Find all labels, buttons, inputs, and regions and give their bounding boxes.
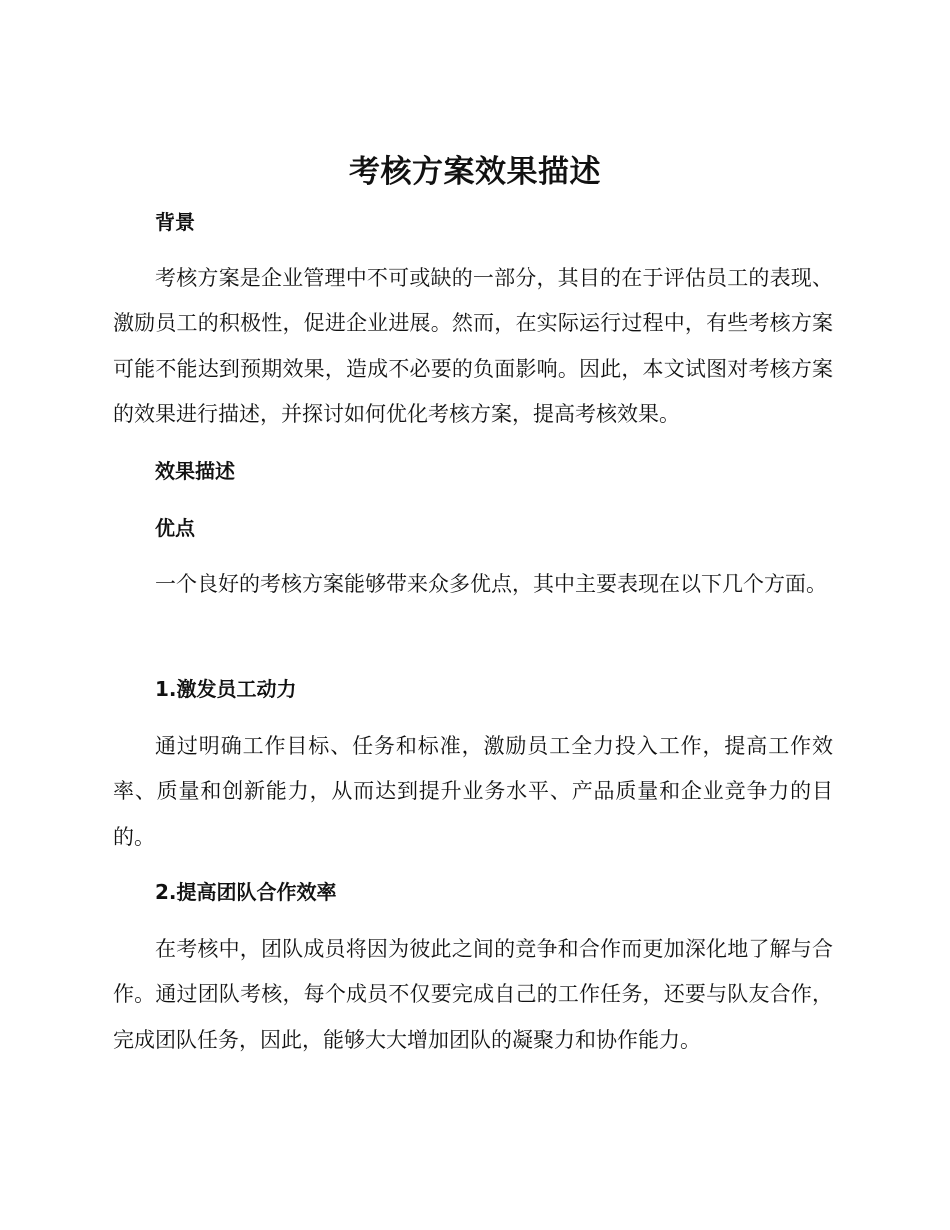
paragraph-team-efficiency: 在考核中，团队成员将因为彼此之间的竞争和合作而更加深化地了解与合作。通过团队考核，每个成员不仅要完成自己的工作任务，还要与队友合作，完成团队任务，因此，能够大大增加团队的凝聚力和协作能力。 xyxy=(113,937,833,1052)
paragraph-motivate-staff: 通过明确工作目标、任务和标准，激励员工全力投入工作，提高工作效率、质量和创新能力，从而达到提升业务水平、产品质量和企业竞争力的目的。 xyxy=(113,734,833,849)
section-heading-team-efficiency: 2.提高团队合作效率 xyxy=(155,880,337,904)
section-heading-background: 背景 xyxy=(155,210,195,234)
paragraph-background: 考核方案是企业管理中不可或缺的一部分，其目的在于评估员工的表现、激励员工的积极性，促进企业进展。然而，在实际运行过程中，有些考核方案可能不能达到预期效果，造成不必要的负面影响。因此，本文试图对考核方案的效果进行描述，并探讨如何优化考核方案，提高考核效果。 xyxy=(113,266,833,426)
section-heading-effect-description: 效果描述 xyxy=(155,459,235,483)
section-heading-advantages: 优点 xyxy=(155,516,195,540)
paragraph-advantages-intro: 一个良好的考核方案能够带来众多优点，其中主要表现在以下几个方面。 xyxy=(155,572,827,596)
document-title: 考核方案效果描述 xyxy=(349,154,601,190)
section-heading-motivate-staff: 1.激发员工动力 xyxy=(155,677,297,701)
